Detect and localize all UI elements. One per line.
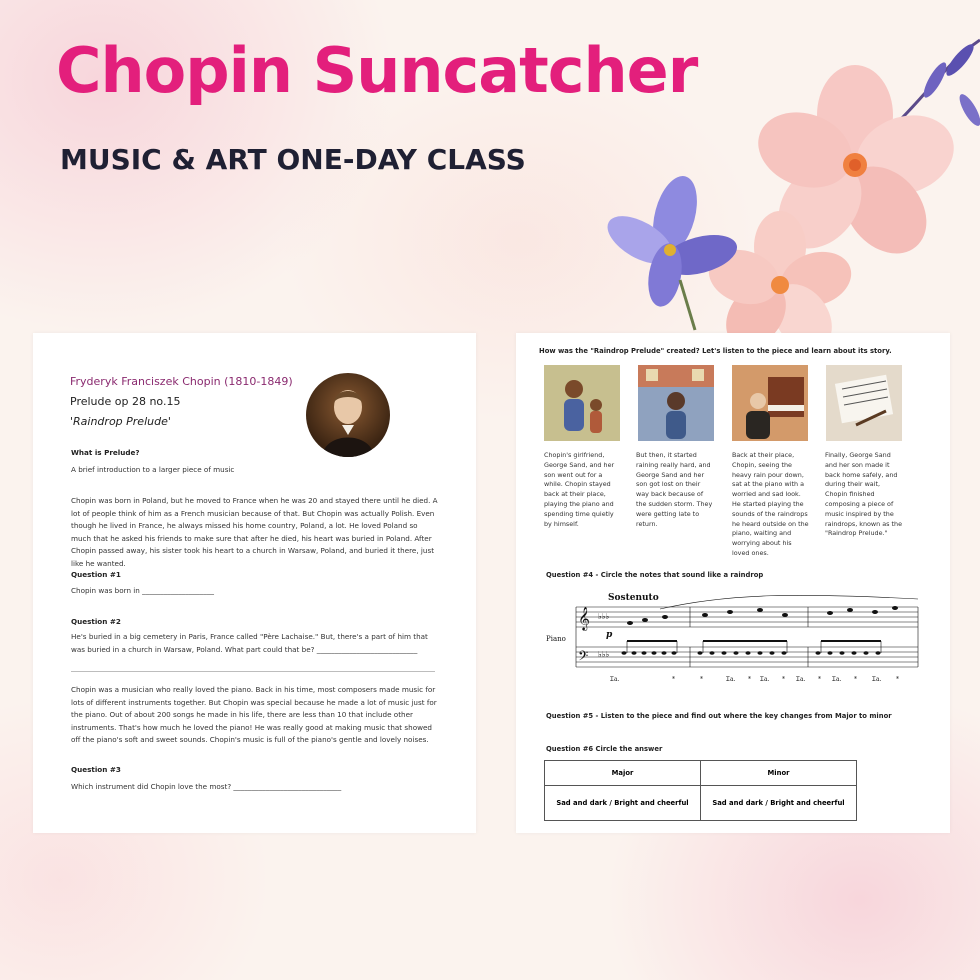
story-caption-4: Finally, George Sand and her son made it back home safely, and during their wait, Chopin finished composing a piece of music inspired by the raindrops, known as the "Raindrop Prelude." (825, 451, 903, 538)
svg-text:♭♭♭: ♭♭♭ (598, 650, 610, 659)
story-caption-1: Chopin's girlfriend, George Sand, and her son went out for a while. Chopin stayed back at their place, playing the piano and spending time quietly by himself. (544, 451, 615, 528)
svg-text:*: * (782, 676, 785, 683)
tempo-marking: Sostenuto (608, 593, 659, 603)
poster-subtitle: MUSIC & ART ONE-DAY CLASS (60, 143, 526, 176)
answer-table (544, 760, 857, 821)
svg-text:*: * (818, 676, 821, 683)
svg-text:*: * (896, 676, 899, 683)
piano-illustration-icon (732, 365, 808, 441)
svg-text:𝄞: 𝄞 (578, 606, 590, 630)
question-1-heading: Question #1 (71, 570, 121, 579)
rain-street-illustration-icon (638, 365, 714, 441)
svg-text:𝄢: 𝄢 (578, 648, 589, 667)
answer-cell-minor[interactable]: Sad and dark / Bright and cheerful (701, 786, 857, 821)
question-2-text[interactable]: He's buried in a big cemetery in Paris, France called "Père Lachaise." But, there's a part of him that was buried in a church in Warsaw, Poland. What part could that be? ____________________________ (71, 632, 428, 654)
poster-title: Chopin Suncatcher (56, 34, 698, 107)
svg-text:♭♭♭: ♭♭♭ (598, 612, 610, 621)
biography-paragraph-1: Chopin was born in Poland, but he moved to France when he was 20 and stayed there until he died. A lot of people think of him as a French musician because of that. But Chopin was actually Polish. Even though he lived in France, he always missed his home country, Poland, a lot. He loved Poland so much that he asked his friends to make sure that after he died, his heart was buried in Poland. After Chopin passed away, his sister took his heart to a church in Warsaw, Poland, and buried it there, just like he wanted. (71, 496, 438, 568)
biography-paragraph-2: Chopin was a musician who really loved the piano. Back in his time, most composers made music for lots of different instruments together. But Chopin was special because he made a lot of music just for the piano. Out of about 200 songs he made in his life, there are less than 10 that include other instruments. That's how much he loved the piano! He was really good at making music that showed off the piano's soft and sweet sounds. Chopin's music is full of the piano's gentle and lovely noises. (71, 685, 437, 744)
story-caption-3: Back at their place, Chopin, seeing the heavy rain pour down, sat at the piano with a worried and sad look. He started playing the sounds of the raindrops he heard outside on the piano, waiting and worrying about his loved ones. (732, 451, 809, 557)
story-illustration-2 (638, 365, 714, 441)
question-2-heading: Question #2 (71, 617, 121, 626)
svg-text:*: * (700, 676, 703, 683)
svg-text:*: * (672, 676, 675, 683)
svg-text:*: * (748, 676, 751, 683)
story-illustration-1 (544, 365, 620, 441)
what-is-prelude-text: A brief introduction to a larger piece of music (71, 465, 235, 474)
question-3-heading: Question #3 (71, 765, 121, 774)
story-caption-2: But then, it started raining really hard, and George Sand and her son got lost on their way back because of the sudden storm. They were getting late to return. (636, 451, 713, 528)
table-header-minor: Minor (701, 761, 857, 786)
portrait-icon (306, 373, 390, 457)
table-header-major: Major (545, 761, 701, 786)
composer-name: Fryderyk Franciszek Chopin (1810-1849) (70, 375, 293, 388)
svg-text:Ꮖa.: Ꮖa. (610, 676, 620, 683)
pedal-markings (610, 676, 899, 683)
question-1-text[interactable]: Chopin was born in ____________________ (71, 586, 215, 595)
svg-text:Ꮖa.: Ꮖa. (760, 676, 770, 683)
svg-text:*: * (854, 676, 857, 683)
instrument-label: Piano (546, 635, 566, 643)
question-5-heading: Question #5 - Listen to the piece and find out where the key changes from Major to minor (546, 712, 892, 720)
worksheet-page-right (516, 333, 950, 833)
question-6-heading: Question #6 Circle the answer (546, 745, 663, 753)
svg-text:Ꮖa.: Ꮖa. (832, 676, 842, 683)
answer-cell-major[interactable]: Sad and dark / Bright and cheerful (545, 786, 701, 821)
piece-title: Prelude op 28 no.15 (70, 395, 181, 408)
sheet-music-illustration-icon (826, 365, 902, 441)
story-illustration-3 (732, 365, 808, 441)
story-intro: How was the "Raindrop Prelude" created? Let's listen to the piece and learn about its story. (539, 347, 892, 355)
svg-text:Ꮖa.: Ꮖa. (726, 676, 736, 683)
chopin-portrait-image (306, 373, 390, 457)
flower-decoration-icon (600, 0, 980, 340)
dynamic-marking: p (606, 630, 613, 640)
family-illustration-icon (544, 365, 620, 441)
svg-text:Ꮖa.: Ꮖa. (872, 676, 882, 683)
question-4-heading: Question #4 - Circle the notes that sound like a raindrop (546, 571, 764, 579)
sheet-music-excerpt[interactable] (540, 589, 920, 685)
what-is-prelude-heading: What is Prelude? (71, 448, 140, 457)
svg-text:Ꮖa.: Ꮖa. (796, 676, 806, 683)
divider (71, 671, 435, 672)
piece-nickname: 'Raindrop Prelude' (70, 415, 171, 428)
story-illustration-4 (826, 365, 902, 441)
question-3-text[interactable]: Which instrument did Chopin love the most? ______________________________ (71, 782, 342, 791)
worksheet-page-left (33, 333, 476, 833)
